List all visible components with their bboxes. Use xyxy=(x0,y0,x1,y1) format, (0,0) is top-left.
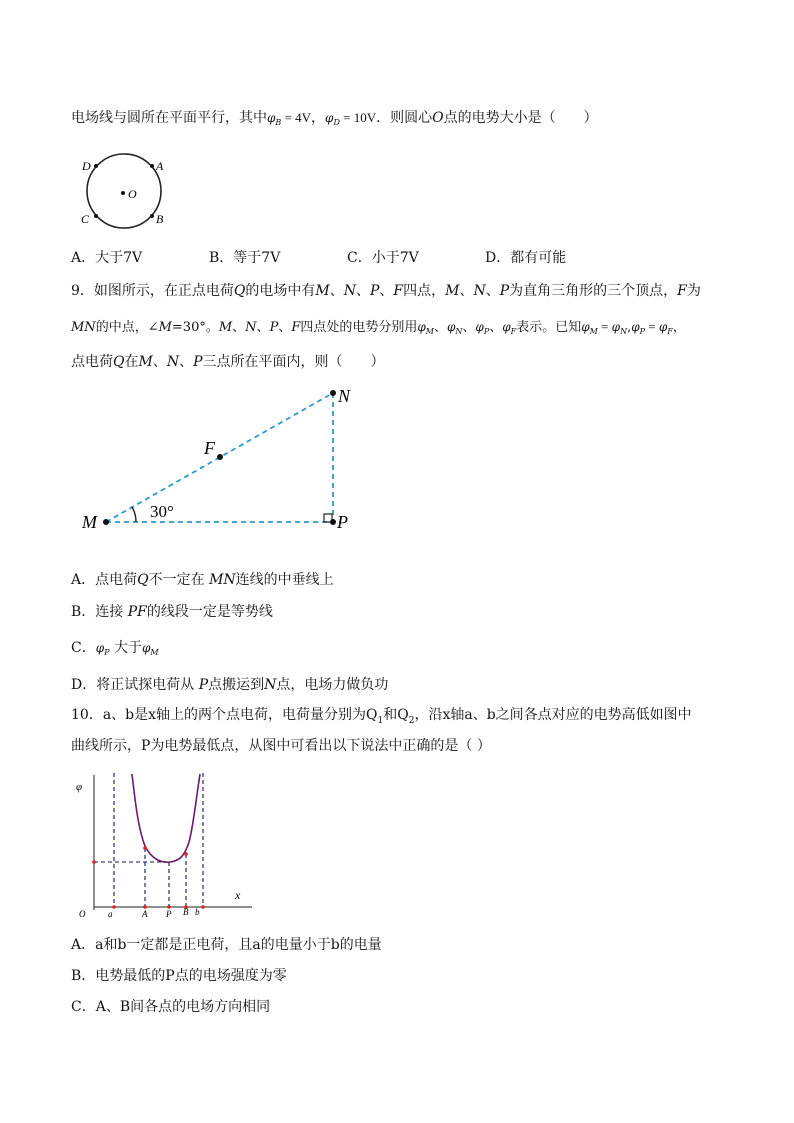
label-b: b xyxy=(195,907,200,917)
point-A-curve xyxy=(143,846,147,850)
label-N: N xyxy=(338,386,351,406)
label-B: B xyxy=(183,907,189,917)
point-A xyxy=(150,164,154,168)
label-A: A xyxy=(142,909,148,919)
label-angle: 30° xyxy=(150,502,174,521)
point-B-curve xyxy=(184,852,188,856)
point-B xyxy=(150,214,154,218)
angle-arc xyxy=(132,507,136,522)
q10-option-b: B．电势最低的P点的电场强度为零 xyxy=(71,968,287,984)
point-F xyxy=(217,454,223,460)
q9-option-b: B．连接 PF的线段一定是等势线 xyxy=(71,604,273,620)
label-C: C xyxy=(81,212,90,226)
q10-stem-line-2: 曲线所示，P为电势最低点，从图中可看出以下说法中正确的是（ ） xyxy=(71,738,491,754)
label-a: a xyxy=(108,909,113,919)
q8-option-a: A．大于7V xyxy=(71,250,143,266)
q9-stem-line-2: MN的中点，∠M=30°。M、N、P、F四点处的电势分别用$\varphi_M$、$\varphi_N$、$\varphi_P$、$\varphi_F$表示。已知$\varphi_M = \varphi_N,\varphi_P = \varphi_F$， xyxy=(71,319,686,336)
q9-triangle-figure xyxy=(80,380,370,540)
label-A: A xyxy=(156,159,164,173)
point-O xyxy=(121,191,125,195)
q8-circle-figure xyxy=(76,150,176,230)
point-P xyxy=(330,519,336,525)
point-b-axis xyxy=(201,905,205,909)
q9-stem-line-3: 点电荷Q在M、N、P三点所在平面内，则（ ） xyxy=(71,354,385,370)
q9-stem-line-1: 9．如图所示，在正点电荷Q的电场中有M、N、P、F四点，M、N、P为直角三角形的三个顶点，F为 xyxy=(71,283,701,299)
q9-option-c: C．$\varphi_P$ 大于$\varphi_M$ xyxy=(71,640,159,657)
point-a-axis xyxy=(112,905,116,909)
label-P: P xyxy=(337,512,348,532)
point-N xyxy=(330,390,336,396)
q9-option-d: D．将正试探电荷从 P点搬运到N点，电场力做负功 xyxy=(71,677,389,693)
q10-option-a: A．a和b一定都是正电荷，且a的电量小于b的电量 xyxy=(71,937,382,953)
label-P: P xyxy=(166,909,172,919)
q8-option-d: D．都有可能 xyxy=(485,250,567,266)
point-min-left xyxy=(92,860,96,864)
label-F: F xyxy=(204,438,215,458)
potential-curve xyxy=(132,774,200,862)
q8-stem-line: 电场线与圆所在平面平行，其中$\varphi_B = 4V$，$\varphi_D = 10V$．则圆心O点的电势大小是（ ） xyxy=(71,110,598,127)
label-O: O xyxy=(79,909,86,919)
point-D xyxy=(94,164,98,168)
label-B: B xyxy=(156,212,164,226)
label-D: D xyxy=(82,159,91,173)
q10-potential-figure xyxy=(72,770,257,920)
point-C xyxy=(94,214,98,218)
q8-option-b: B．等于7V xyxy=(209,250,281,266)
label-x: x xyxy=(235,888,241,902)
circle xyxy=(87,154,161,228)
q10-stem-line-1: 10．a、b是x轴上的两个点电荷，电荷量分别为$Q_1$和$Q_2$，沿x轴a、b之间各点对应的电势高低如图中 xyxy=(71,707,692,726)
q8-option-c: C．小于7V xyxy=(347,250,419,266)
label-phi: φ xyxy=(76,781,83,793)
label-O: O xyxy=(128,187,137,201)
label-M: M xyxy=(82,512,97,532)
point-M xyxy=(103,519,109,525)
q9-option-a: A．点电荷Q不一定在 MN连线的中垂线上 xyxy=(71,572,334,588)
q10-option-c: C．A、B间各点的电场方向相同 xyxy=(71,999,271,1015)
